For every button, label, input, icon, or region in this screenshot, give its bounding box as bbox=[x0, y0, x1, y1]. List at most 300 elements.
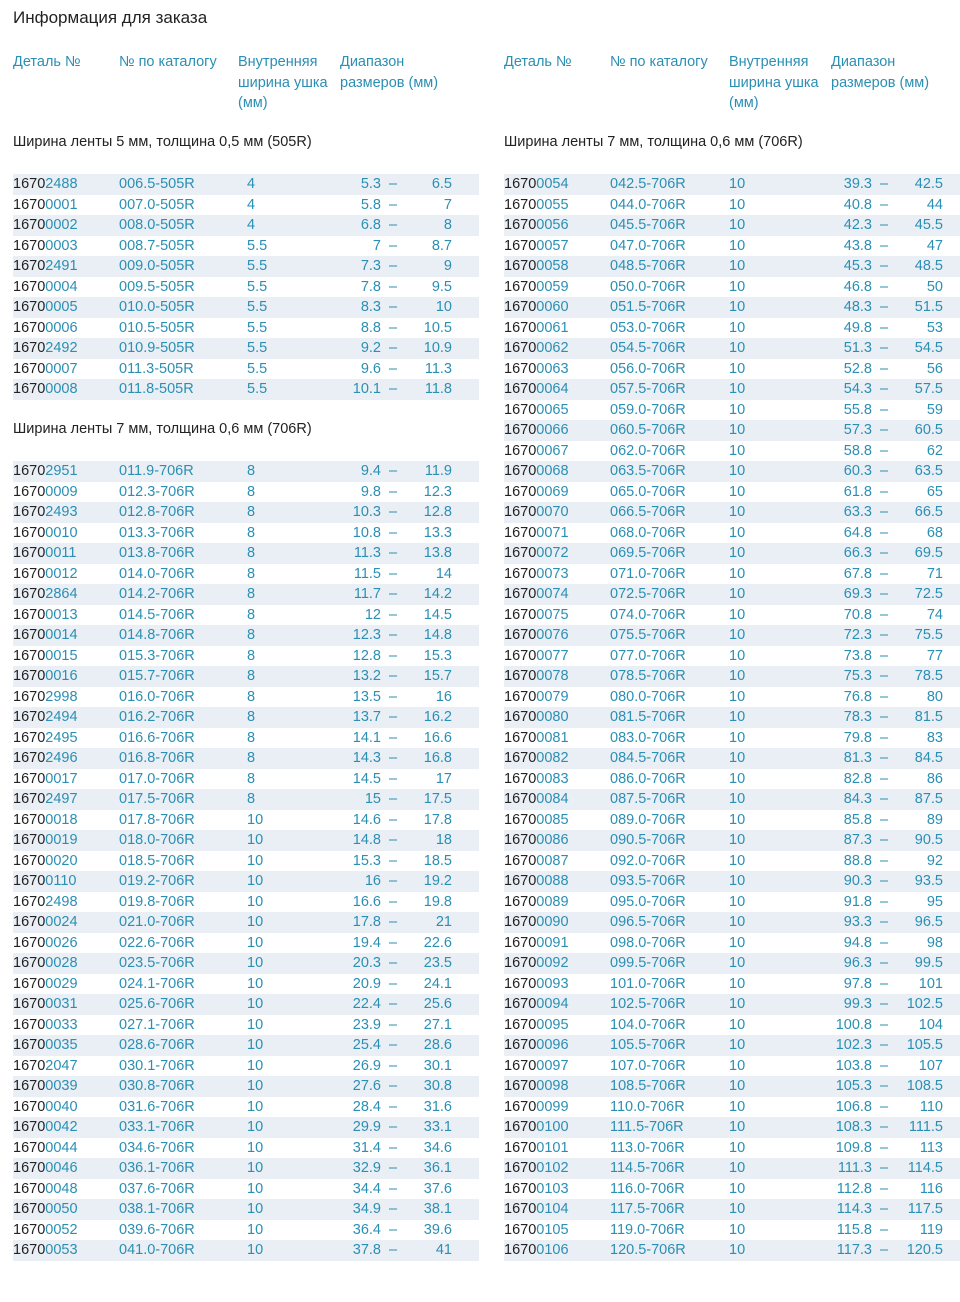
range-max: 56 bbox=[926, 360, 943, 377]
range-dash: – bbox=[880, 442, 889, 459]
catalog-number: 008.7-505R bbox=[119, 237, 195, 254]
range-min: 11.3 bbox=[353, 545, 381, 561]
catalog-number: 045.5-706R bbox=[610, 217, 686, 233]
part-number: 16700020 bbox=[13, 852, 78, 869]
range-dash: – bbox=[880, 340, 889, 356]
range-min: 87.3 bbox=[843, 832, 872, 848]
table-row bbox=[13, 215, 479, 236]
table-row bbox=[504, 441, 960, 462]
range-dash: – bbox=[880, 647, 889, 664]
inner-width: 10 bbox=[729, 381, 746, 397]
table-row bbox=[13, 236, 479, 257]
part-number: 16700095 bbox=[504, 1016, 569, 1033]
range-max: 111.5 bbox=[908, 1119, 943, 1135]
range-dash: – bbox=[389, 688, 398, 705]
catalog-number: 104.0-706R bbox=[610, 1016, 686, 1033]
inner-width: 10 bbox=[729, 360, 746, 377]
part-number: 16700007 bbox=[13, 360, 78, 377]
range-dash: – bbox=[880, 934, 889, 951]
inner-width: 10 bbox=[729, 647, 746, 664]
inner-width: 10 bbox=[729, 483, 746, 500]
catalog-number: 119.0-706R bbox=[610, 1221, 685, 1238]
part-number: 16700074 bbox=[504, 586, 569, 602]
catalog-number: 051.5-706R bbox=[610, 299, 686, 315]
range-max: 92 bbox=[926, 852, 943, 869]
table-row bbox=[13, 379, 479, 400]
range-dash: – bbox=[880, 709, 889, 725]
range-dash: – bbox=[880, 1242, 889, 1258]
part-number: 16700054 bbox=[504, 176, 569, 192]
table-row bbox=[504, 892, 960, 913]
catalog-number: 096.5-706R bbox=[610, 914, 686, 930]
catalog-number: 044.0-706R bbox=[610, 196, 686, 213]
range-dash: – bbox=[389, 586, 398, 602]
range-max: 77 bbox=[926, 647, 943, 664]
part-number: 16700052 bbox=[13, 1221, 78, 1238]
header-catalog-no: № по каталогу bbox=[610, 54, 708, 70]
inner-width: 10 bbox=[729, 832, 746, 848]
range-dash: – bbox=[389, 1119, 398, 1135]
range-dash: – bbox=[880, 299, 889, 315]
part-number: 16700100 bbox=[504, 1119, 569, 1135]
range-dash: – bbox=[880, 811, 889, 828]
inner-width: 10 bbox=[247, 893, 264, 910]
range-max: 30.1 bbox=[423, 1057, 452, 1074]
part-number: 16700064 bbox=[504, 381, 569, 397]
table-row bbox=[13, 912, 479, 933]
range-min: 22.4 bbox=[352, 996, 381, 1012]
inner-width: 10 bbox=[729, 258, 746, 274]
catalog-number: 023.5-706R bbox=[119, 955, 195, 971]
catalog-number: 006.5-505R bbox=[119, 176, 195, 192]
inner-width: 5.5 bbox=[247, 237, 268, 254]
part-number: 16700084 bbox=[504, 791, 569, 807]
catalog-number: 107.0-706R bbox=[610, 1057, 686, 1074]
range-min: 60.3 bbox=[843, 463, 872, 479]
inner-width: 10 bbox=[729, 873, 746, 889]
range-max: 90.5 bbox=[914, 832, 943, 848]
inner-width: 10 bbox=[729, 319, 746, 336]
header-size-range: Диапазон размеров (мм) bbox=[340, 54, 439, 91]
catalog-number: 019.2-706R bbox=[119, 873, 195, 889]
range-max: 18 bbox=[435, 832, 452, 848]
part-number: 16700067 bbox=[504, 442, 569, 459]
range-min: 73.8 bbox=[843, 647, 872, 664]
inner-width: 10 bbox=[247, 975, 264, 992]
part-number: 16700017 bbox=[13, 770, 78, 787]
range-max: 65 bbox=[926, 483, 943, 500]
catalog-number: 116.0-706R bbox=[610, 1180, 685, 1197]
table-row bbox=[13, 297, 479, 318]
inner-width: 10 bbox=[729, 196, 746, 213]
header-part-no: Деталь № bbox=[504, 54, 572, 70]
part-number: 16700081 bbox=[504, 729, 569, 746]
table-row bbox=[13, 789, 479, 810]
part-number: 16700073 bbox=[504, 565, 569, 582]
range-min: 32.9 bbox=[352, 1160, 381, 1176]
range-min: 12 bbox=[364, 606, 381, 623]
catalog-number: 010.5-505R bbox=[119, 319, 195, 336]
range-min: 85.8 bbox=[843, 811, 872, 828]
part-number: 16700059 bbox=[504, 278, 569, 295]
table-row bbox=[13, 543, 479, 564]
range-min: 72.3 bbox=[843, 627, 872, 643]
catalog-number: 056.0-706R bbox=[610, 360, 686, 377]
range-max: 84.5 bbox=[914, 750, 943, 766]
inner-width: 10 bbox=[729, 217, 746, 233]
range-max: 14 bbox=[435, 565, 452, 582]
catalog-number: 016.8-706R bbox=[119, 750, 195, 766]
range-dash: – bbox=[880, 852, 889, 869]
range-max: 28.6 bbox=[423, 1037, 452, 1053]
part-number: 16700096 bbox=[504, 1037, 569, 1053]
range-dash: – bbox=[389, 1078, 398, 1094]
range-min: 14.6 bbox=[352, 811, 381, 828]
table-row bbox=[504, 195, 960, 216]
inner-width: 10 bbox=[729, 791, 746, 807]
range-dash: – bbox=[389, 1139, 398, 1156]
range-max: 15.3 bbox=[423, 647, 452, 664]
range-max: 17.5 bbox=[423, 791, 452, 807]
table-row bbox=[13, 687, 479, 708]
catalog-number: 028.6-706R bbox=[119, 1037, 195, 1053]
inner-width: 10 bbox=[729, 1242, 746, 1258]
part-number: 16700071 bbox=[504, 524, 569, 541]
part-number: 16700055 bbox=[504, 196, 569, 213]
catalog-number: 017.8-706R bbox=[119, 811, 195, 828]
range-min: 29.9 bbox=[352, 1119, 381, 1135]
part-number: 16700031 bbox=[13, 996, 78, 1012]
range-max: 13.8 bbox=[423, 545, 452, 561]
range-dash: – bbox=[389, 811, 398, 828]
range-min: 55.8 bbox=[843, 401, 872, 418]
range-max: 47 bbox=[926, 237, 943, 254]
table-row bbox=[13, 584, 479, 605]
part-number: 16700004 bbox=[13, 278, 78, 295]
header-part-no: Деталь № bbox=[13, 54, 81, 70]
part-number: 16700013 bbox=[13, 606, 78, 623]
range-max: 45.5 bbox=[914, 217, 943, 233]
part-number: 16700066 bbox=[504, 422, 569, 438]
range-min: 57.3 bbox=[843, 422, 872, 438]
range-min: 10.3 bbox=[352, 504, 381, 520]
range-min: 99.3 bbox=[843, 996, 872, 1012]
inner-width: 4 bbox=[247, 196, 256, 213]
range-dash: – bbox=[389, 1016, 398, 1033]
inner-width: 10 bbox=[729, 1160, 746, 1176]
inner-width: 10 bbox=[247, 1119, 264, 1135]
range-min: 37.8 bbox=[352, 1242, 381, 1258]
inner-width: 10 bbox=[729, 955, 746, 971]
range-max: 15.7 bbox=[423, 668, 452, 684]
inner-width: 5.5 bbox=[247, 278, 268, 295]
part-number: 16700083 bbox=[504, 770, 569, 787]
range-max: 99.5 bbox=[914, 955, 943, 971]
inner-width: 10 bbox=[729, 176, 746, 192]
range-min: 6.8 bbox=[360, 217, 381, 233]
range-max: 17.8 bbox=[423, 811, 452, 828]
range-min: 102.3 bbox=[835, 1037, 872, 1053]
table-row bbox=[13, 318, 479, 339]
part-number: 16700106 bbox=[504, 1242, 569, 1258]
range-max: 57.5 bbox=[914, 381, 943, 397]
catalog-number: 054.5-706R bbox=[610, 340, 686, 356]
table-row bbox=[13, 748, 479, 769]
range-min: 81.3 bbox=[843, 750, 872, 766]
range-min: 43.8 bbox=[843, 237, 872, 254]
part-number: 16702998 bbox=[13, 688, 78, 705]
table-row bbox=[13, 830, 479, 851]
inner-width: 10 bbox=[729, 463, 746, 479]
range-dash: – bbox=[389, 360, 398, 377]
inner-width: 5.5 bbox=[247, 340, 268, 356]
table-row bbox=[13, 1138, 479, 1159]
part-number: 16700110 bbox=[13, 873, 77, 889]
range-dash: – bbox=[389, 627, 398, 643]
range-min: 112.8 bbox=[836, 1180, 872, 1197]
catalog-number: 047.0-706R bbox=[610, 237, 686, 254]
range-min: 5.3 bbox=[360, 176, 381, 192]
range-max: 86 bbox=[926, 770, 943, 787]
part-number: 16700072 bbox=[504, 545, 569, 561]
table-row bbox=[504, 1056, 960, 1077]
inner-width: 10 bbox=[729, 1221, 746, 1238]
range-dash: – bbox=[389, 196, 398, 213]
range-dash: – bbox=[389, 668, 398, 684]
inner-width: 8 bbox=[247, 647, 256, 664]
catalog-number: 025.6-706R bbox=[119, 996, 195, 1012]
range-min: 14.1 bbox=[352, 729, 381, 746]
range-min: 9.4 bbox=[360, 463, 381, 479]
table-row bbox=[13, 1035, 479, 1056]
range-min: 46.8 bbox=[843, 278, 872, 295]
range-dash: – bbox=[880, 668, 889, 684]
range-dash: – bbox=[880, 1160, 889, 1176]
table-row bbox=[504, 236, 960, 257]
range-max: 6.5 bbox=[431, 176, 452, 192]
range-min: 7.8 bbox=[360, 278, 381, 295]
catalog-number: 117.5-706R bbox=[610, 1201, 685, 1217]
table-row bbox=[13, 953, 479, 974]
inner-width: 10 bbox=[247, 1098, 264, 1115]
inner-width: 10 bbox=[247, 996, 264, 1012]
catalog-number: 068.0-706R bbox=[610, 524, 686, 541]
range-dash: – bbox=[880, 504, 889, 520]
range-min: 13.7 bbox=[352, 709, 381, 725]
range-dash: – bbox=[880, 176, 889, 192]
inner-width: 10 bbox=[729, 852, 746, 869]
range-dash: – bbox=[880, 545, 889, 561]
table-row bbox=[13, 1220, 479, 1241]
range-dash: – bbox=[880, 606, 889, 623]
part-number: 16700061 bbox=[504, 319, 569, 336]
table-row bbox=[504, 400, 960, 421]
inner-width: 8 bbox=[247, 586, 256, 602]
range-dash: – bbox=[389, 832, 398, 848]
catalog-number: 066.5-706R bbox=[610, 504, 686, 520]
part-number: 16700003 bbox=[13, 237, 78, 254]
table-row bbox=[504, 707, 960, 728]
table-row bbox=[504, 277, 960, 298]
range-dash: – bbox=[880, 381, 889, 397]
range-max: 25.6 bbox=[423, 996, 452, 1012]
catalog-number: 095.0-706R bbox=[610, 893, 686, 910]
range-dash: – bbox=[389, 1098, 398, 1115]
catalog-number: 078.5-706R bbox=[610, 668, 686, 684]
table-row bbox=[13, 359, 479, 380]
table-body-706r-left bbox=[13, 461, 479, 1261]
part-number: 16700080 bbox=[504, 709, 569, 725]
inner-width: 10 bbox=[247, 852, 264, 869]
part-number: 16702498 bbox=[13, 893, 78, 910]
table-row bbox=[504, 174, 960, 195]
catalog-number: 086.0-706R bbox=[610, 770, 686, 787]
table-row bbox=[13, 564, 479, 585]
range-max: 39.6 bbox=[423, 1221, 452, 1238]
range-min: 7.3 bbox=[360, 258, 381, 274]
catalog-number: 014.8-706R bbox=[119, 627, 195, 643]
range-dash: – bbox=[389, 1037, 398, 1053]
range-min: 10.8 bbox=[352, 524, 381, 541]
inner-width: 10 bbox=[247, 1078, 264, 1094]
range-min: 64.8 bbox=[843, 524, 872, 541]
range-dash: – bbox=[389, 565, 398, 582]
header-inner-width: Внутренняя ширина ушка (мм) bbox=[238, 54, 328, 111]
range-max: 16.2 bbox=[423, 709, 452, 725]
inner-width: 10 bbox=[729, 1139, 746, 1156]
catalog-number: 105.5-706R bbox=[610, 1037, 686, 1053]
range-max: 59 bbox=[926, 401, 943, 418]
inner-width: 8 bbox=[247, 463, 256, 479]
range-max: 78.5 bbox=[914, 668, 943, 684]
range-dash: – bbox=[880, 791, 889, 807]
range-max: 18.5 bbox=[423, 852, 452, 869]
range-min: 26.9 bbox=[352, 1057, 381, 1074]
range-max: 96.5 bbox=[914, 914, 943, 930]
range-dash: – bbox=[880, 914, 889, 930]
catalog-number: 057.5-706R bbox=[610, 381, 686, 397]
part-number: 16700050 bbox=[13, 1201, 78, 1217]
range-max: 14.5 bbox=[423, 606, 452, 623]
range-dash: – bbox=[389, 258, 398, 274]
inner-width: 10 bbox=[729, 422, 746, 438]
part-number: 16700060 bbox=[504, 299, 569, 315]
range-min: 11.7 bbox=[353, 586, 381, 602]
inner-width: 5.5 bbox=[247, 258, 268, 274]
range-min: 9.2 bbox=[360, 340, 381, 356]
range-min: 16.6 bbox=[352, 893, 381, 910]
table-row bbox=[504, 338, 960, 359]
catalog-number: 069.5-706R bbox=[610, 545, 686, 561]
table-row bbox=[13, 666, 479, 687]
inner-width: 8 bbox=[247, 606, 256, 623]
table-row bbox=[13, 502, 479, 523]
part-number: 16700091 bbox=[504, 934, 569, 951]
catalog-number: 077.0-706R bbox=[610, 647, 686, 664]
range-max: 22.6 bbox=[423, 934, 452, 951]
range-max: 104 bbox=[918, 1016, 943, 1033]
range-dash: – bbox=[880, 996, 889, 1012]
page-title: Информация для заказа bbox=[13, 8, 208, 27]
range-max: 105.5 bbox=[906, 1037, 943, 1053]
catalog-number: 030.1-706R bbox=[119, 1057, 195, 1074]
table-row bbox=[13, 1158, 479, 1179]
inner-width: 10 bbox=[729, 934, 746, 951]
range-min: 11.5 bbox=[353, 565, 381, 582]
inner-width: 10 bbox=[247, 873, 264, 889]
table-row bbox=[504, 523, 960, 544]
inner-width: 10 bbox=[729, 1057, 746, 1074]
range-min: 100.8 bbox=[835, 1016, 872, 1033]
range-min: 40.8 bbox=[843, 196, 872, 213]
catalog-number: 038.1-706R bbox=[119, 1201, 195, 1217]
part-number: 16700053 bbox=[13, 1242, 78, 1258]
catalog-number: 041.0-706R bbox=[119, 1242, 195, 1258]
table-row bbox=[13, 1179, 479, 1200]
table-row bbox=[504, 1179, 960, 1200]
inner-width: 10 bbox=[247, 1037, 264, 1053]
table-row bbox=[504, 1097, 960, 1118]
table-body-706r-right bbox=[504, 174, 960, 1261]
catalog-number: 089.0-706R bbox=[610, 811, 686, 828]
table-row bbox=[504, 1076, 960, 1097]
range-max: 81.5 bbox=[914, 709, 943, 725]
range-min: 103.8 bbox=[835, 1057, 872, 1074]
range-max: 54.5 bbox=[914, 340, 943, 356]
table-row bbox=[504, 297, 960, 318]
part-number: 16700105 bbox=[504, 1221, 569, 1238]
range-min: 28.4 bbox=[352, 1098, 381, 1115]
table-row bbox=[504, 605, 960, 626]
part-number: 16700087 bbox=[504, 852, 569, 869]
range-min: 69.3 bbox=[843, 586, 872, 602]
range-min: 117.3 bbox=[836, 1242, 872, 1258]
range-min: 17.8 bbox=[352, 914, 381, 930]
range-min: 45.3 bbox=[843, 258, 872, 274]
catalog-number: 021.0-706R bbox=[119, 914, 195, 930]
range-min: 20.9 bbox=[352, 975, 381, 992]
range-max: 108.5 bbox=[906, 1078, 943, 1094]
table-row bbox=[13, 277, 479, 298]
catalog-number: 016.0-706R bbox=[119, 688, 195, 705]
catalog-number: 027.1-706R bbox=[119, 1016, 195, 1033]
part-number: 16700033 bbox=[13, 1016, 78, 1033]
range-min: 90.3 bbox=[843, 873, 872, 889]
table-row bbox=[504, 359, 960, 380]
inner-width: 10 bbox=[729, 565, 746, 582]
table-row bbox=[13, 974, 479, 995]
range-dash: – bbox=[880, 893, 889, 910]
table-row bbox=[504, 564, 960, 585]
table-row bbox=[504, 584, 960, 605]
table-row bbox=[504, 871, 960, 892]
range-min: 52.8 bbox=[843, 360, 872, 377]
table-row bbox=[13, 1199, 479, 1220]
part-number: 16700024 bbox=[13, 914, 78, 930]
range-max: 66.5 bbox=[914, 504, 943, 520]
range-max: 14.2 bbox=[423, 586, 452, 602]
inner-width: 8 bbox=[247, 709, 256, 725]
part-number: 16700002 bbox=[13, 217, 78, 233]
range-max: 117.5 bbox=[907, 1201, 943, 1217]
part-number: 16700088 bbox=[504, 873, 569, 889]
range-max: 48.5 bbox=[914, 258, 943, 274]
range-dash: – bbox=[880, 401, 889, 418]
inner-width: 10 bbox=[729, 401, 746, 418]
part-number: 16700082 bbox=[504, 750, 569, 766]
part-number: 16700012 bbox=[13, 565, 78, 582]
catalog-number: 113.0-706R bbox=[610, 1139, 685, 1156]
